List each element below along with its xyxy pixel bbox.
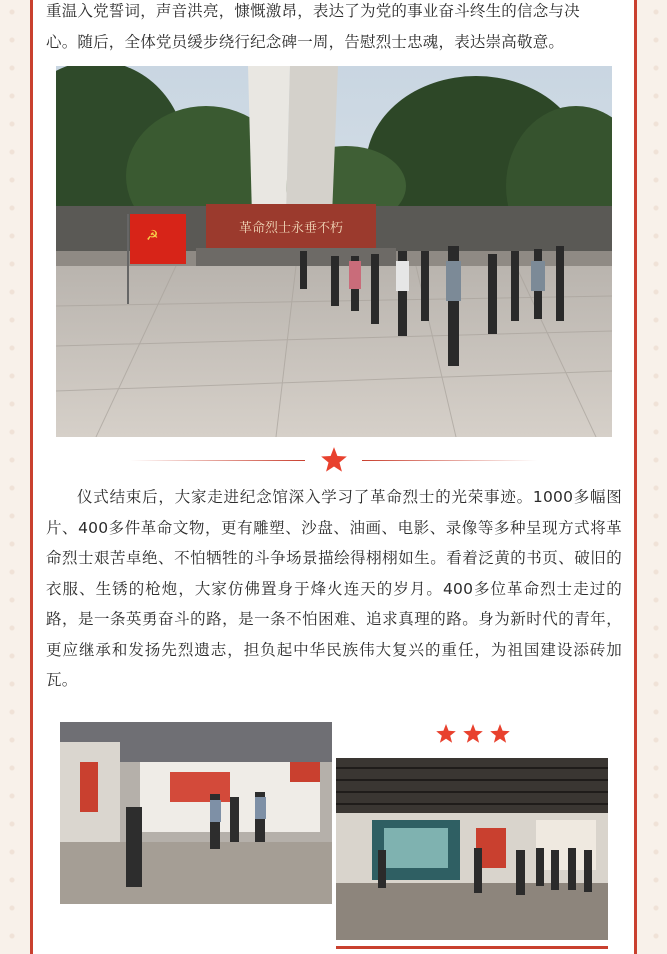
paragraph-oath-line2: 心。随后，全体党员缓步绕行纪念碑一周，告慰烈士忠魂，表达崇高敬意。: [46, 32, 565, 51]
monument-ceremony-photo: [56, 66, 612, 437]
section-divider: [130, 446, 537, 476]
paragraph-oath-line1: 重温入党誓词，声音洪亮，慷慨激昂，表达了为党的事业奋斗终生的信念与决: [46, 2, 580, 20]
paragraph-oath: [46, 0, 622, 57]
divider-line-left: [130, 460, 305, 461]
photo-underline: [336, 946, 608, 949]
divider-line-right: [362, 460, 537, 461]
paragraph-museum: 仪式结束后，大家走进纪念馆深入学习了革命烈士的光荣事迹。1000多幅图片、400多件革命文物，更有雕塑、沙盘、油画、电影、录像等多种呈现方式将革命烈士艰苦卓绝、不怕牺牲的斗争场景描绘得栩栩如生。看着泛黄的书页、破旧的衣服、生锈的枪炮，大家仿佛置身于烽火连天的岁月。400多位革命烈士走过的路，是一条英勇奋斗的路，是一条不怕困难、追求真理的路。身为新时代的青年，更应继承和发扬先烈遗志，担负起中华民族伟大复兴的重任，为祖国建设添砖加瓦。: [46, 488, 622, 689]
museum-hall-photo: [60, 722, 332, 904]
monument-inscription: 革命烈士永垂不朽: [238, 221, 344, 236]
star-icon: [320, 446, 348, 474]
svg-text:☭: ☭: [146, 228, 159, 244]
three-stars-icon: [434, 722, 512, 746]
museum-exhibition-photo: [336, 758, 608, 940]
